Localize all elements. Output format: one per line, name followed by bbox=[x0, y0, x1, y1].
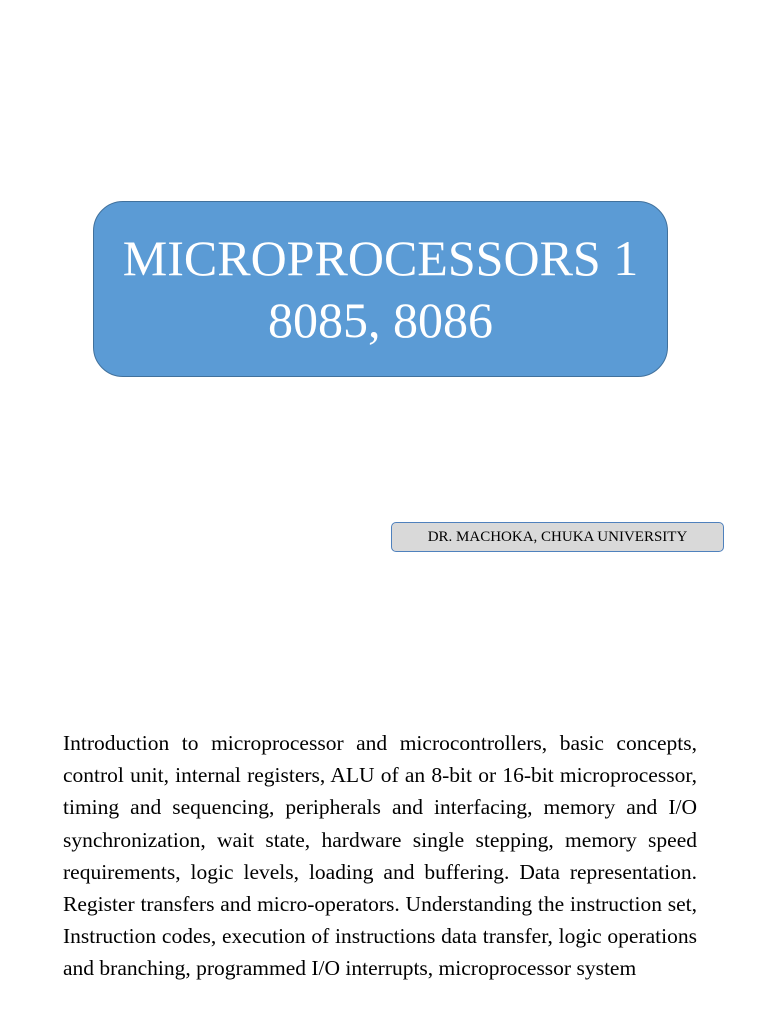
course-description: Introduction to microprocessor and microcontrollers, basic concepts, control unit, internal registers, ALU of an 8-bit or 16-bit microprocessor, timing and sequencing, peripherals and interfacing, memory and I/O synchronization, wait state, hardware single stepping, memory speed requirements, logic levels, loading and buffering. Data representation. Register transfers and micro-operators. Understanding the instruction set, Instruction codes, execution of instructions data transfer, logic operations and branching, programmed I/O interrupts, microprocessor system bbox=[63, 731, 697, 981]
document-title: MICROPROCESSORS 1 bbox=[122, 230, 639, 286]
author-label: DR. MACHOKA, CHUKA UNIVERSITY bbox=[391, 522, 724, 552]
document-subtitle: 8085, 8086 bbox=[268, 292, 493, 348]
title-box bbox=[93, 201, 668, 377]
